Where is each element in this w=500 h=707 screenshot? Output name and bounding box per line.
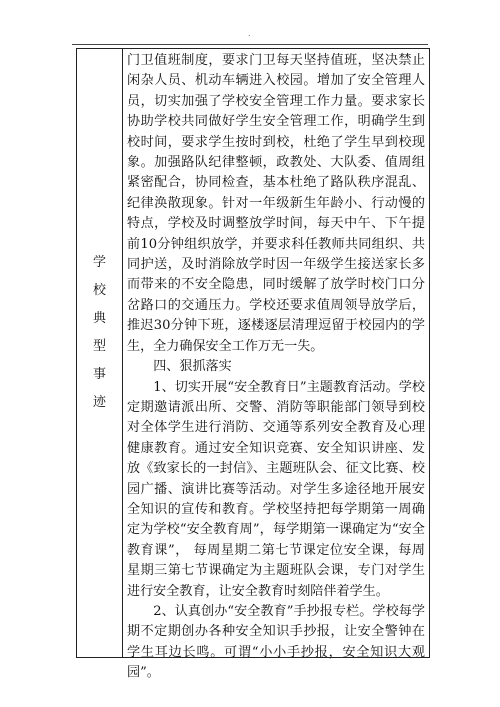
content-cell bbox=[123, 49, 429, 681]
side-label-char: 型 bbox=[92, 339, 106, 354]
section-heading: 四、狠抓落实 bbox=[153, 359, 232, 375]
side-label bbox=[93, 249, 106, 417]
side-label-char: 典 bbox=[92, 311, 106, 326]
side-label-char: 学 bbox=[92, 255, 106, 270]
header-dot: . bbox=[248, 29, 251, 38]
side-label-char: 校 bbox=[92, 283, 106, 298]
paragraph-safety-day: 1、切实开展“安全教育日”主题教育活动。学校定期邀请派出所、交警、消防等职能部门领导到校对全体学生进行消防、交通等系列安全教育及心理健康教育。通过安全知识竞赛、安全知识讲座、发放《致家长的一封信》、主题班队会、征文比赛、校园广播、演讲比赛等活动。对学生多途径地开展安全知识的宣传和教育。学校坚持把每学期第一周确定为学校“安全教育周”，每学期第一课确定为“安全教育课”， 每周星期二第七节课定位安全课，每周星期三第七节课确定为主题班队会课，专门对学生进行安全教育，让安全教育时刻陪伴着学生。 bbox=[127, 379, 425, 599]
paragraph-measures: 门卫值班制度，要求门卫每天坚持值班，坚决禁止闲杂人员、机动车辆进入校园。增加了安全管理人员，切实加强了学校安全管理工作力量。要求家长协助学校共同做好学生安全管理工作，明确学生到校时间，要求学生按时到校，杜绝了学生早到校现象。加强路队纪律整顿，政教处、大队委、值周组紧密配合，协同检查，基本杜绝了路队秩序混乱、纪律涣散现象。针对一年级新生年龄小、行动慢的特点，学校及时调整放学时间，每天中午、下午提前10分钟组织放学，并要求科任教师共同组织、共同护送，及时消除放学时因一年级学生接送家长多而带来的不安全隐患，同时缓解了放学时校门口分岔路口的交通压力。学校还要求值周领导放学后，推迟30分钟下班，逐楼逐层清理逗留于校园内的学生，全力确保安全工作万无一失。 bbox=[127, 53, 425, 354]
side-label-char: 迹 bbox=[92, 395, 106, 410]
side-label-char: 事 bbox=[92, 367, 106, 382]
header-rule bbox=[72, 44, 428, 45]
paragraph-handwritten-paper: 2、认真创办“安全教育”手抄报专栏。学校每学期不定期创办各种安全知识手抄报，让安全警钟在学生耳边长鸣。可谓“小小手抄报，安全知识大观园”。 bbox=[127, 603, 425, 681]
record-table bbox=[76, 48, 430, 681]
side-label-cell bbox=[77, 49, 123, 657]
